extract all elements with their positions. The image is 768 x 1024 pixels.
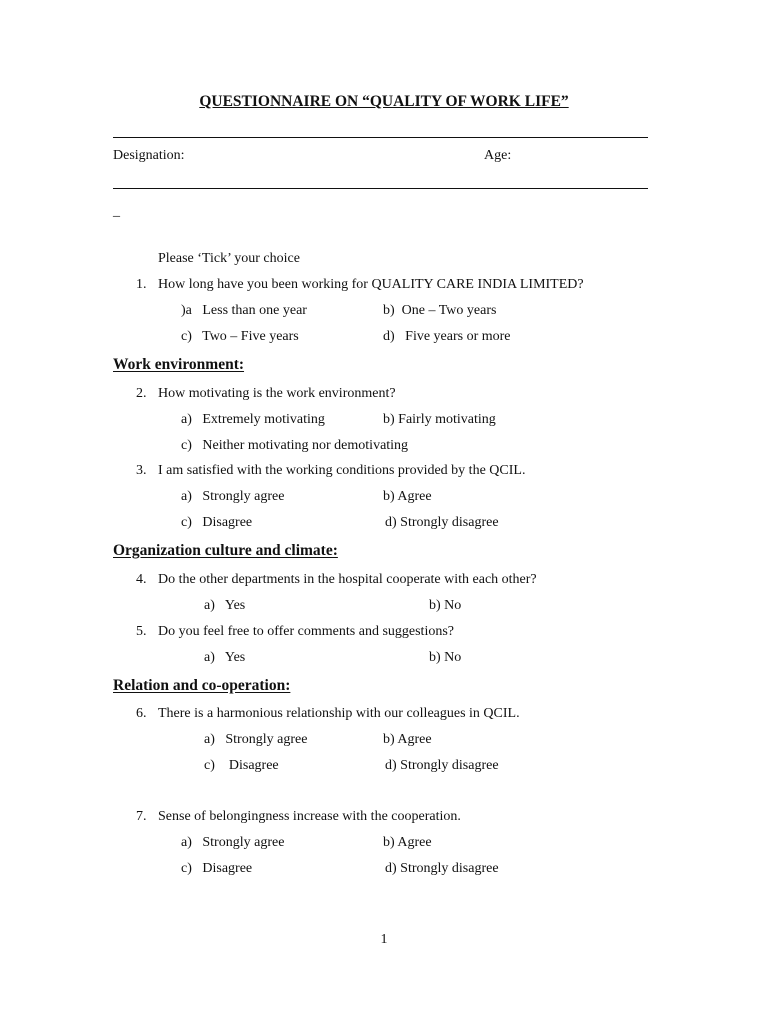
- answer-option[interactable]: b) Agree: [383, 732, 432, 747]
- answer-option[interactable]: a) Strongly agree: [181, 489, 285, 504]
- question-text: How motivating is the work environment?: [158, 386, 396, 401]
- age-label: Age:: [484, 148, 512, 163]
- section-heading-work-environment: Work environment:: [113, 356, 245, 373]
- answer-option[interactable]: a) Strongly agree: [181, 835, 285, 850]
- answer-option[interactable]: c) Neither motivating nor demotivating: [181, 438, 409, 453]
- question-number: 2.: [136, 386, 147, 401]
- answer-option[interactable]: d) Strongly disagree: [385, 861, 499, 876]
- answer-option[interactable]: c) Two – Five years: [181, 329, 299, 344]
- divider-top: [113, 137, 648, 138]
- question-text: Sense of belongingness increase with the cooperation.: [158, 809, 461, 824]
- question-text: I am satisfied with the working conditions provided by the QCIL.: [158, 463, 526, 478]
- question-number: 7.: [136, 809, 147, 824]
- answer-option[interactable]: a) Yes: [204, 650, 246, 665]
- answer-option[interactable]: c) Disagree: [181, 861, 253, 876]
- question-text: How long have you been working for QUALITY CARE INDIA LIMITED?: [158, 277, 584, 292]
- answer-option[interactable]: d) Strongly disagree: [385, 515, 499, 530]
- answer-option[interactable]: c) Disagree: [204, 758, 279, 773]
- answer-option[interactable]: b) One – Two years: [383, 303, 497, 318]
- section-heading-relation-cooperation: Relation and co-operation:: [113, 677, 291, 694]
- designation-label: Designation:: [113, 148, 185, 163]
- answer-option[interactable]: a) Extremely motivating: [181, 412, 325, 427]
- question-number: 5.: [136, 624, 147, 639]
- answer-option[interactable]: b) Fairly motivating: [383, 412, 496, 427]
- answer-option[interactable]: b) No: [429, 650, 462, 665]
- page-title: QUESTIONNAIRE ON “QUALITY OF WORK LIFE”: [199, 93, 569, 110]
- divider-bottom: [113, 188, 648, 189]
- section-heading-organization-culture: Organization culture and climate:: [113, 542, 338, 559]
- question-number: 1.: [136, 277, 147, 292]
- answer-option[interactable]: d) Strongly disagree: [385, 758, 499, 773]
- instruction-text: Please ‘Tick’ your choice: [158, 251, 300, 266]
- question-number: 3.: [136, 463, 147, 478]
- answer-option[interactable]: )a Less than one year: [181, 303, 307, 318]
- question-number: 4.: [136, 572, 147, 587]
- question-number: 6.: [136, 706, 147, 721]
- answer-option[interactable]: a) Strongly agree: [204, 732, 308, 747]
- question-text: Do the other departments in the hospital cooperate with each other?: [158, 572, 537, 587]
- answer-option[interactable]: b) Agree: [383, 489, 432, 504]
- answer-option[interactable]: d) Five years or more: [383, 329, 511, 344]
- answer-option[interactable]: c) Disagree: [181, 515, 253, 530]
- answer-option[interactable]: a) Yes: [204, 598, 246, 613]
- page-number: 1: [380, 932, 388, 947]
- answer-option[interactable]: b) Agree: [383, 835, 432, 850]
- question-text: Do you feel free to offer comments and suggestions?: [158, 624, 454, 639]
- question-text: There is a harmonious relationship with our colleagues in QCIL.: [158, 706, 520, 721]
- answer-option[interactable]: b) No: [429, 598, 462, 613]
- trailing-dash: _: [113, 204, 120, 219]
